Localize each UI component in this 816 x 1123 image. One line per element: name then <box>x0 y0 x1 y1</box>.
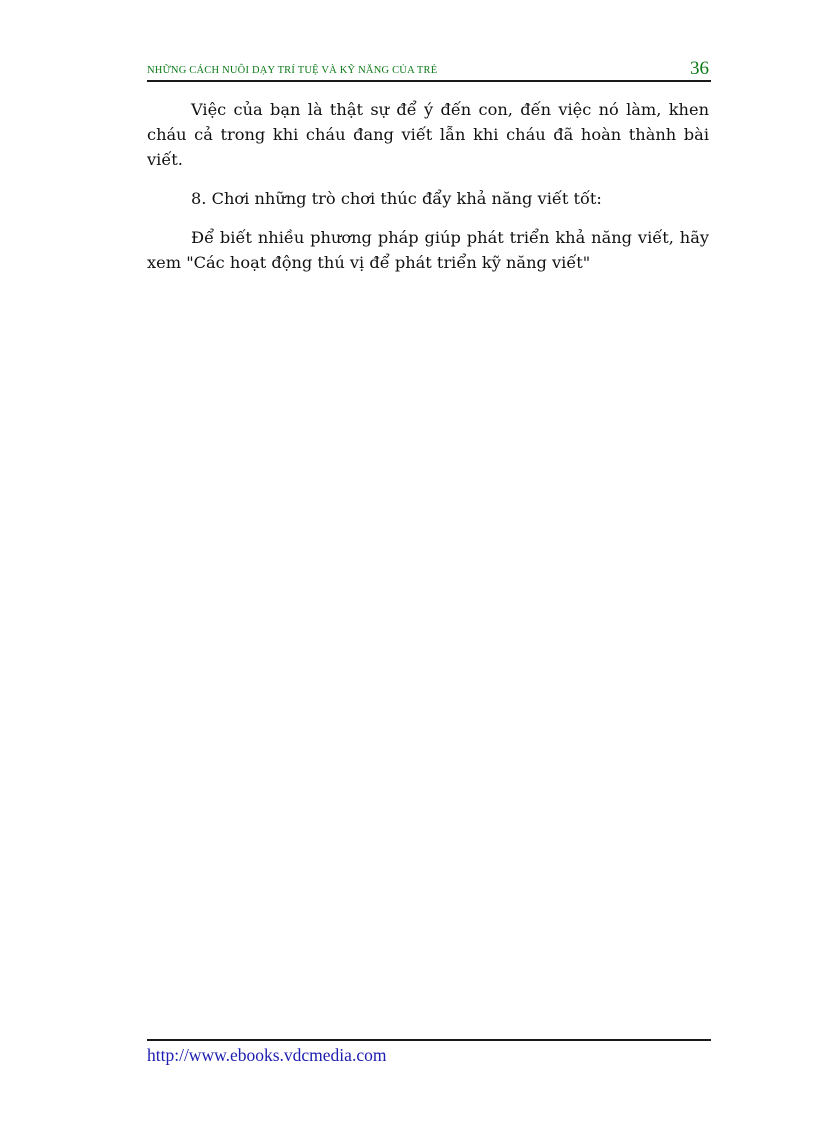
footer-link[interactable]: http://www.ebooks.vdcmedia.com <box>147 1045 387 1065</box>
footer-divider <box>147 1039 711 1041</box>
page-number: 36 <box>690 58 709 79</box>
page-body <box>147 97 709 289</box>
body-paragraph: Để biết nhiều phương pháp giúp phát triển khả năng viết, hãy xem "Các hoạt động thú vị để phát triển kỹ năng viết" <box>147 228 709 272</box>
book-title: NHỮNG CÁCH NUÔI DẠY TRÍ TUỆ VÀ KỸ NĂNG CỦA TRẺ <box>147 65 438 76</box>
header-divider <box>147 80 711 82</box>
section-heading: 8. Chơi những trò chơi thúc đẩy khả năng viết tốt: <box>191 189 602 208</box>
page-header <box>147 58 711 82</box>
body-paragraph: Việc của bạn là thật sự để ý đến con, đến việc nó làm, khen cháu cả trong khi cháu đang viết lẫn khi cháu đã hoàn thành bài viết. <box>147 100 709 169</box>
